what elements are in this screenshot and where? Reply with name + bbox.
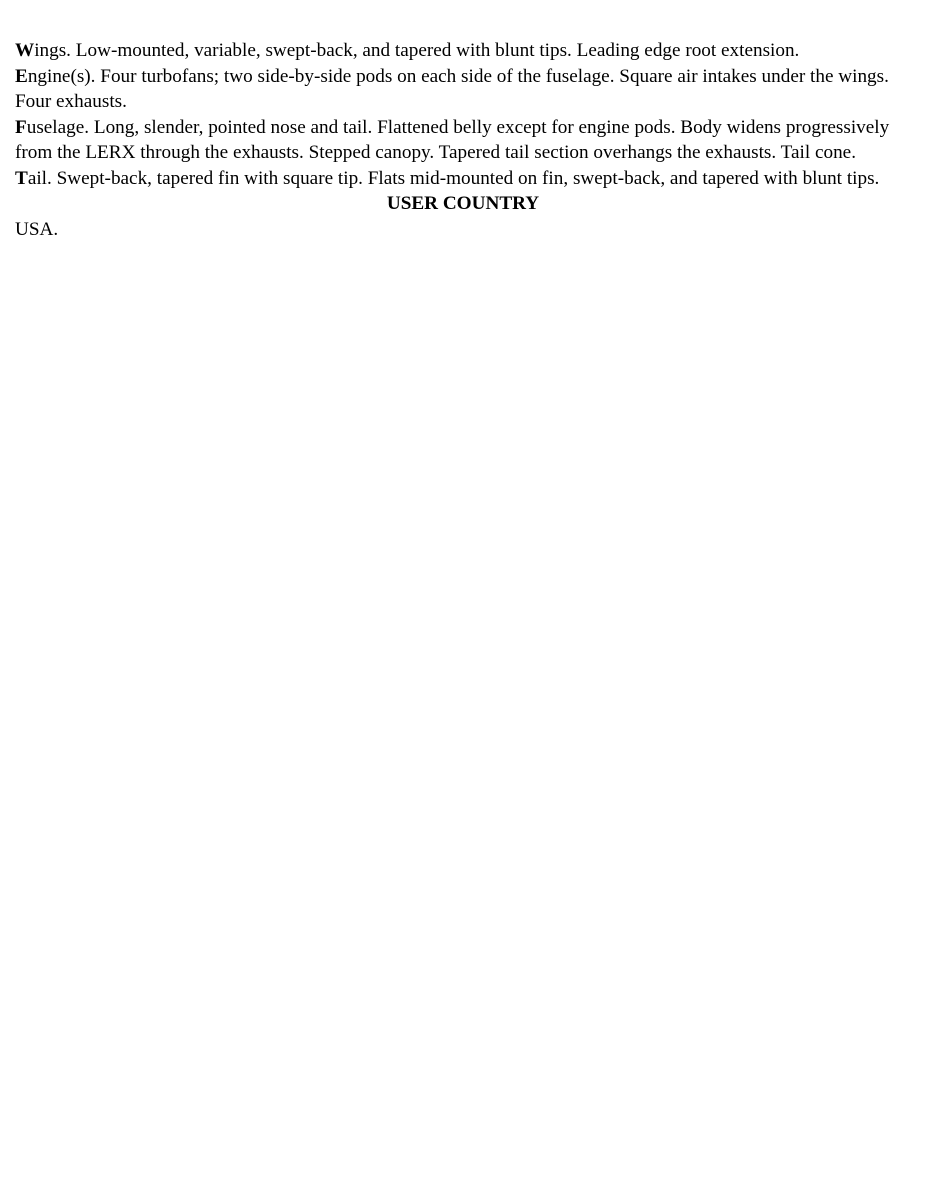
fuselage-text: uselage. Long, slender, pointed nose and tail. Flattened belly except for engine pods. Body widens progressively from the LERX through the exhausts. Stepped canopy. Tapered tail section overhangs the exhausts. Tail cone. (15, 116, 890, 163)
user-country-heading: USER COUNTRY (386, 193, 540, 214)
engines-lead-letter: E (15, 65, 28, 87)
tail-paragraph (15, 166, 911, 192)
engines-text: ngine(s). Four turbofans; two side-by-side pods on each side of the fuselage. Square air intakes under the wings. Four exhausts. (15, 65, 889, 112)
user-country-value: USA. (15, 218, 59, 240)
wings-lead-letter: W (15, 40, 35, 61)
fuselage-paragraph (15, 115, 911, 166)
tail-text: ail. Swept-back, tapered fin with square tip. Flats mid-mounted on fin, swept-back, and tapered with blunt tips. (27, 167, 880, 189)
tail-lead-letter: T (15, 167, 28, 189)
fuselage-lead-letter: F (15, 116, 27, 138)
wings-text: ings. Low-mounted, variable, swept-back, and tapered with blunt tips. Leading edge root extension. (34, 40, 800, 61)
document-page (15, 38, 911, 242)
wings-paragraph (15, 38, 911, 64)
engines-paragraph (15, 64, 911, 115)
